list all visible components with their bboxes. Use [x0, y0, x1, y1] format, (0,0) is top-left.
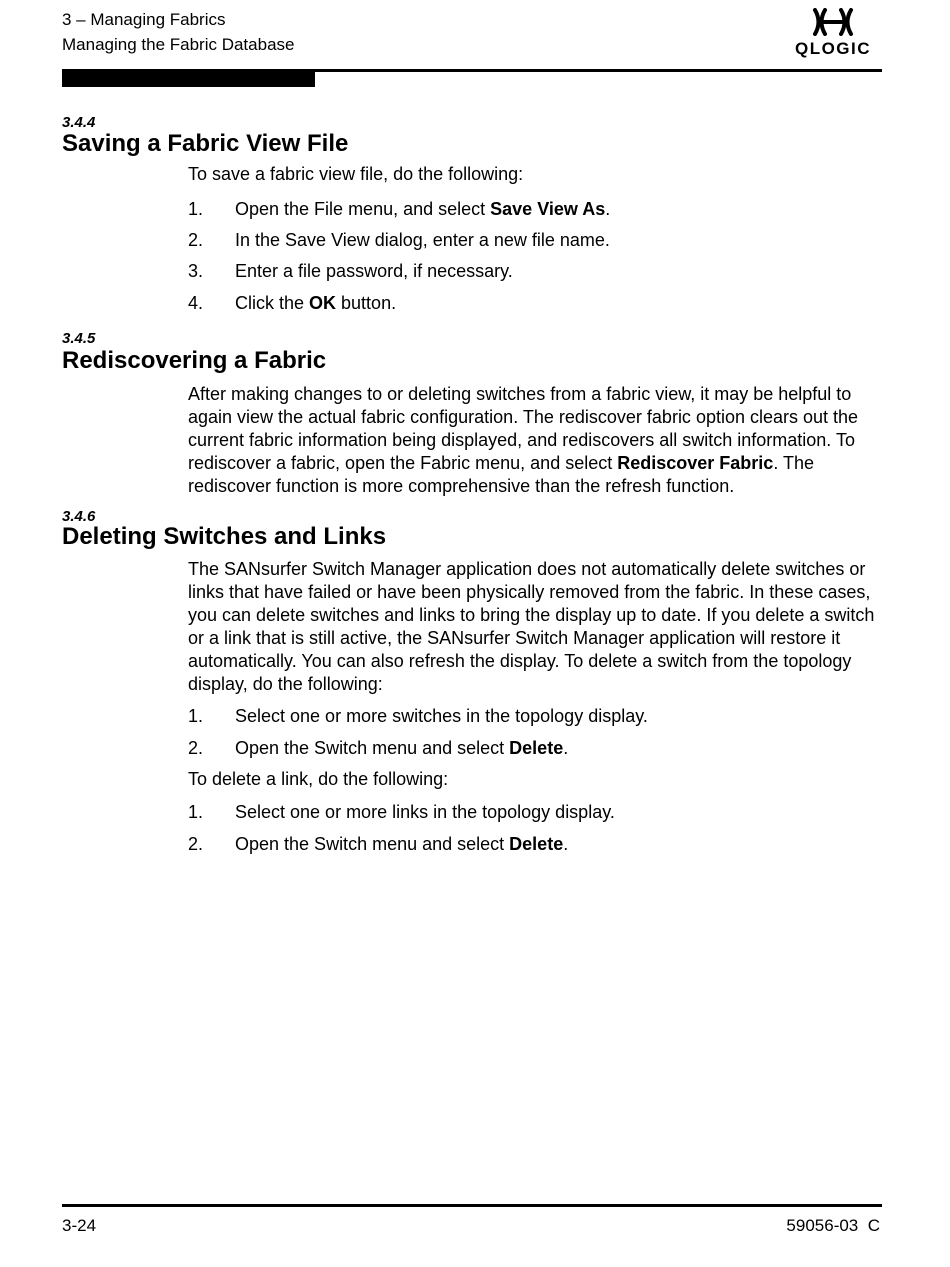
- step-text: Select one or more switches in the topology display.: [235, 706, 648, 726]
- step-text: Click the OK button.: [235, 293, 397, 313]
- section-intro: To save a fabric view file, do the following:: [188, 164, 524, 184]
- step-text: Open the Switch menu and select Delete.: [235, 834, 569, 854]
- qlogic-logo: [790, 8, 876, 60]
- section-title: Rediscovering a Fabric: [62, 347, 327, 374]
- section-title: Deleting Switches and Links: [62, 523, 387, 550]
- header-tab-bar: [62, 72, 315, 87]
- header-chapter: 3 – Managing Fabrics: [62, 10, 226, 29]
- qlogic-logo-icon: [811, 8, 855, 36]
- step-number: 2.: [188, 834, 204, 854]
- section-body: The SANsurfer Switch Manager application does not automatically delete switches or links that have failed or have been physically removed from the fabric. In these cases, you can delete switches and links to bring the display up to date. If you delete a switch or a link that is still active, the SANsurfer Switch Manager application will restore it automatically. You can also refresh the display. To delete a switch from the topology display, do the following:: [188, 559, 875, 694]
- step-number: 1.: [188, 199, 204, 219]
- footer-rule: [62, 1204, 882, 1207]
- step-text: Enter a file password, if necessary.: [235, 261, 513, 281]
- section-number: 3.4.4: [62, 114, 96, 131]
- step-number: 2.: [188, 738, 204, 758]
- step-number: 4.: [188, 293, 204, 313]
- section-number: 3.4.6: [62, 508, 96, 525]
- step-text: Open the File menu, and select Save View As.: [235, 199, 611, 219]
- logo-text: QLOGIC: [794, 39, 872, 58]
- doc-number: 59056-03 C: [786, 1216, 880, 1235]
- header-section: Managing the Fabric Database: [62, 35, 295, 54]
- section-number: 3.4.5: [62, 330, 96, 347]
- section-body: After making changes to or deleting switches from a fabric view, it may be helpful to again view the actual fabric configuration. The rediscover fabric option clears out the current fabric information being displayed, and rediscovers all switch information. To rediscover a fabric, open the Fabric menu, and select Rediscover Fabric. The rediscover function is more comprehensive than the refresh function.: [188, 384, 859, 496]
- step-text: In the Save View dialog, enter a new file name.: [235, 230, 610, 250]
- step-number: 2.: [188, 230, 204, 250]
- step-number: 1.: [188, 802, 204, 822]
- step-text: Open the Switch menu and select Delete.: [235, 738, 569, 758]
- section-title: Saving a Fabric View File: [62, 130, 349, 157]
- step-number: 1.: [188, 706, 204, 726]
- step-number: 3.: [188, 261, 204, 281]
- page-number: 3-24: [62, 1216, 97, 1235]
- step-text: Select one or more links in the topology display.: [235, 802, 615, 822]
- link-intro: To delete a link, do the following:: [188, 769, 449, 789]
